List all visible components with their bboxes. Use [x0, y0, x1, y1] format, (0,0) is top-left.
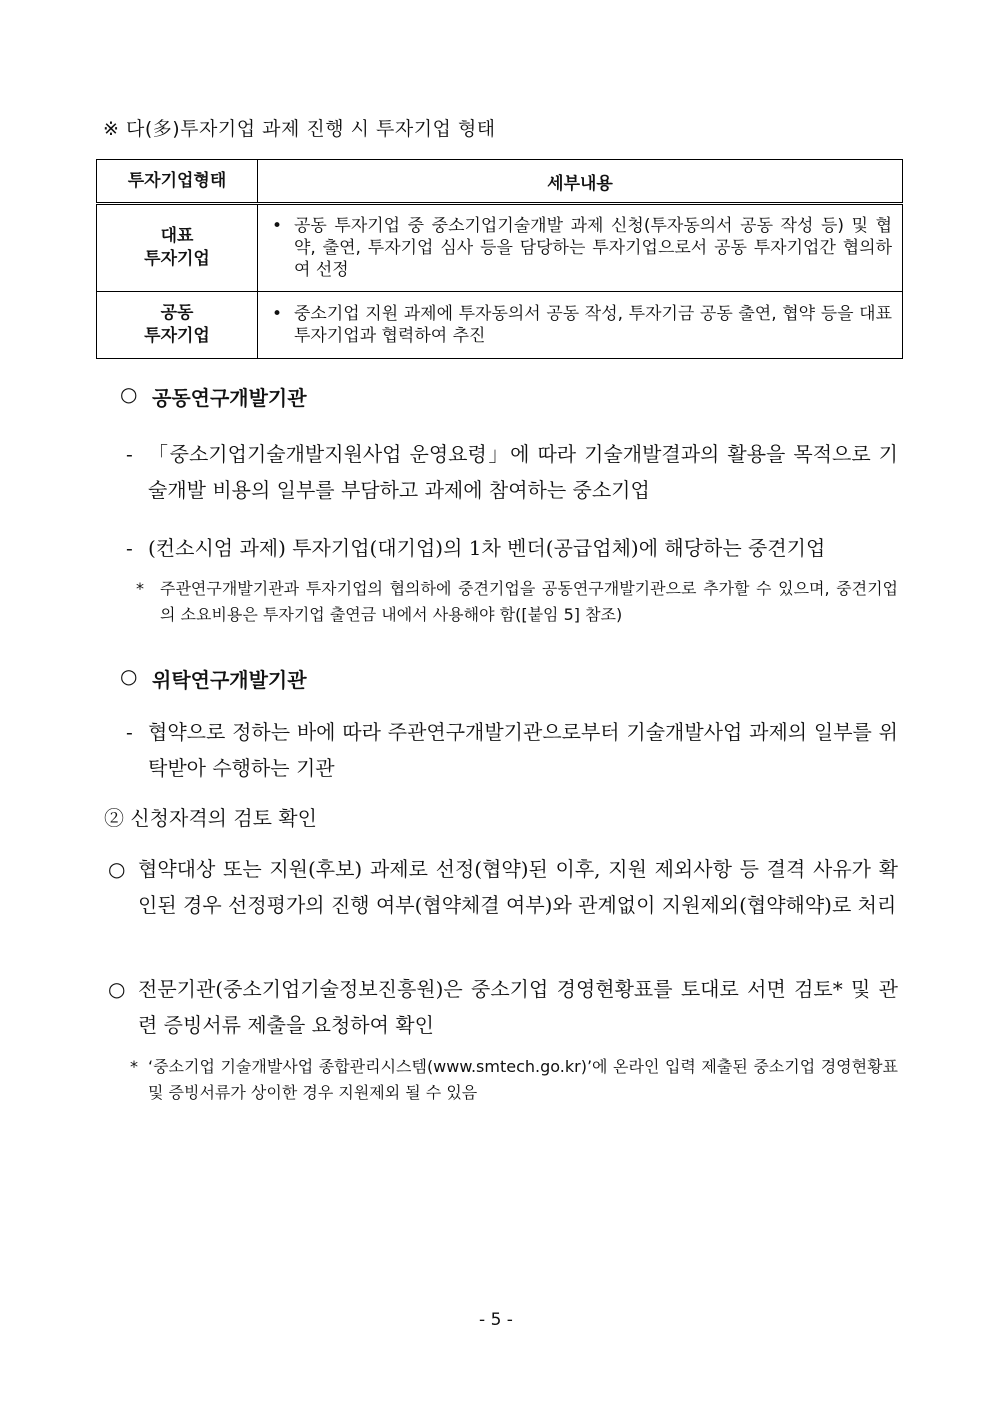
type-cell — [97, 292, 258, 359]
section2-heading-row — [120, 664, 720, 693]
section3-item2 — [108, 971, 898, 1043]
detail-cell — [258, 204, 903, 292]
asterisk-marker: * — [130, 1057, 138, 1076]
section3-item1-text: 협약대상 또는 지원(후보) 과제로 선정(협약)된 이후, 지원 제외사항 등 결격 사유가 확인된 경우 선정평가의 진행 여부(협약체결 여부)와 관계없이 지원제외(협약해약)로 처리 — [138, 857, 898, 917]
investor-type-table — [96, 159, 903, 359]
note-title: ※ 다(多)투자기업 과제 진행 시 투자기업 형태 — [103, 118, 496, 140]
detail-text: 중소기업 지원 과제에 투자동의서 공동 작성, 투자기금 공동 출연, 협약 등을 대표 투자기업과 협력하여 추진 — [294, 304, 892, 346]
type-cell — [97, 204, 258, 292]
circle-icon: ○ — [120, 382, 138, 406]
section3-footnote — [130, 1054, 898, 1106]
circle-icon: ○ — [108, 857, 126, 881]
type-line2: 투자기업 — [144, 326, 210, 346]
detail-cell — [258, 292, 903, 359]
section3-heading: ② 신청자격의 검토 확인 — [104, 806, 317, 830]
section1-heading-row — [120, 382, 720, 411]
circle-icon: ○ — [108, 977, 126, 1001]
dash-marker: - — [126, 720, 133, 744]
section3-item1 — [108, 851, 898, 923]
section1-footnote — [136, 576, 898, 628]
section2-item1-text: 협약으로 정하는 바에 따라 주관연구개발기관으로부터 기술개발사업 과제의 일부를 위탁받아 수행하는 기관 — [148, 720, 898, 780]
asterisk-marker: * — [136, 579, 144, 598]
type-line2: 투자기업 — [144, 249, 210, 269]
section1-heading: 공동연구개발기관 — [152, 386, 307, 410]
detail-text: 공동 투자기업 중 중소기업기술개발 과제 신청(투자동의서 공동 작성 등) 및 협약, 출연, 투자기업 심사 등을 담당하는 투자기업으로서 공동 투자기업간 협의하여 선정 — [294, 216, 892, 280]
bullet-icon: • — [272, 304, 283, 324]
bullet-icon: • — [272, 216, 283, 236]
section2-heading: 위탁연구개발기관 — [152, 668, 307, 692]
section1-item2 — [126, 530, 898, 566]
section1-footnote-text: 주관연구개발기관과 투자기업의 협의하에 중견기업을 공동연구개발기관으로 추가할 수 있으며, 중견기업의 소요비용은 투자기업 출연금 내에서 사용해야 함([붙임 5] 참조) — [160, 579, 898, 624]
table-row — [97, 204, 903, 292]
section3-item2-text: 전문기관(중소기업기술정보진흥원)은 중소기업 경영현황표를 토대로 서면 검토* 및 관련 증빙서류 제출을 요청하여 확인 — [138, 977, 898, 1037]
page-number: - 5 - — [479, 1310, 513, 1330]
table-row — [97, 292, 903, 359]
section1-item1-text: 「중소기업기술개발지원사업 운영요령」에 따라 기술개발결과의 활용을 목적으로 기술개발 비용의 일부를 부담하고 과제에 참여하는 중소기업 — [148, 442, 898, 502]
dash-marker: - — [126, 536, 133, 560]
type-line1: 공동 — [160, 303, 194, 323]
header-detail: 세부내용 — [258, 160, 903, 204]
section1-item1 — [126, 436, 898, 508]
section1-item2-text: (컨소시엄 과제) 투자기업(대기업)의 1차 벤더(공급업체)에 해당하는 중견기업 — [148, 536, 826, 560]
section2-item1 — [126, 714, 898, 786]
circle-icon: ○ — [120, 664, 138, 688]
type-line1: 대표 — [160, 226, 194, 246]
dash-marker: - — [126, 442, 133, 466]
header-type: 투자기업형태 — [97, 160, 258, 204]
section3-footnote-text: ‘중소기업 기술개발사업 종합관리시스템(www.smtech.go.kr)’에 온라인 입력 제출된 중소기업 경영현황표 및 증빙서류가 상이한 경우 지원제외 될 수 있음 — [148, 1057, 898, 1102]
